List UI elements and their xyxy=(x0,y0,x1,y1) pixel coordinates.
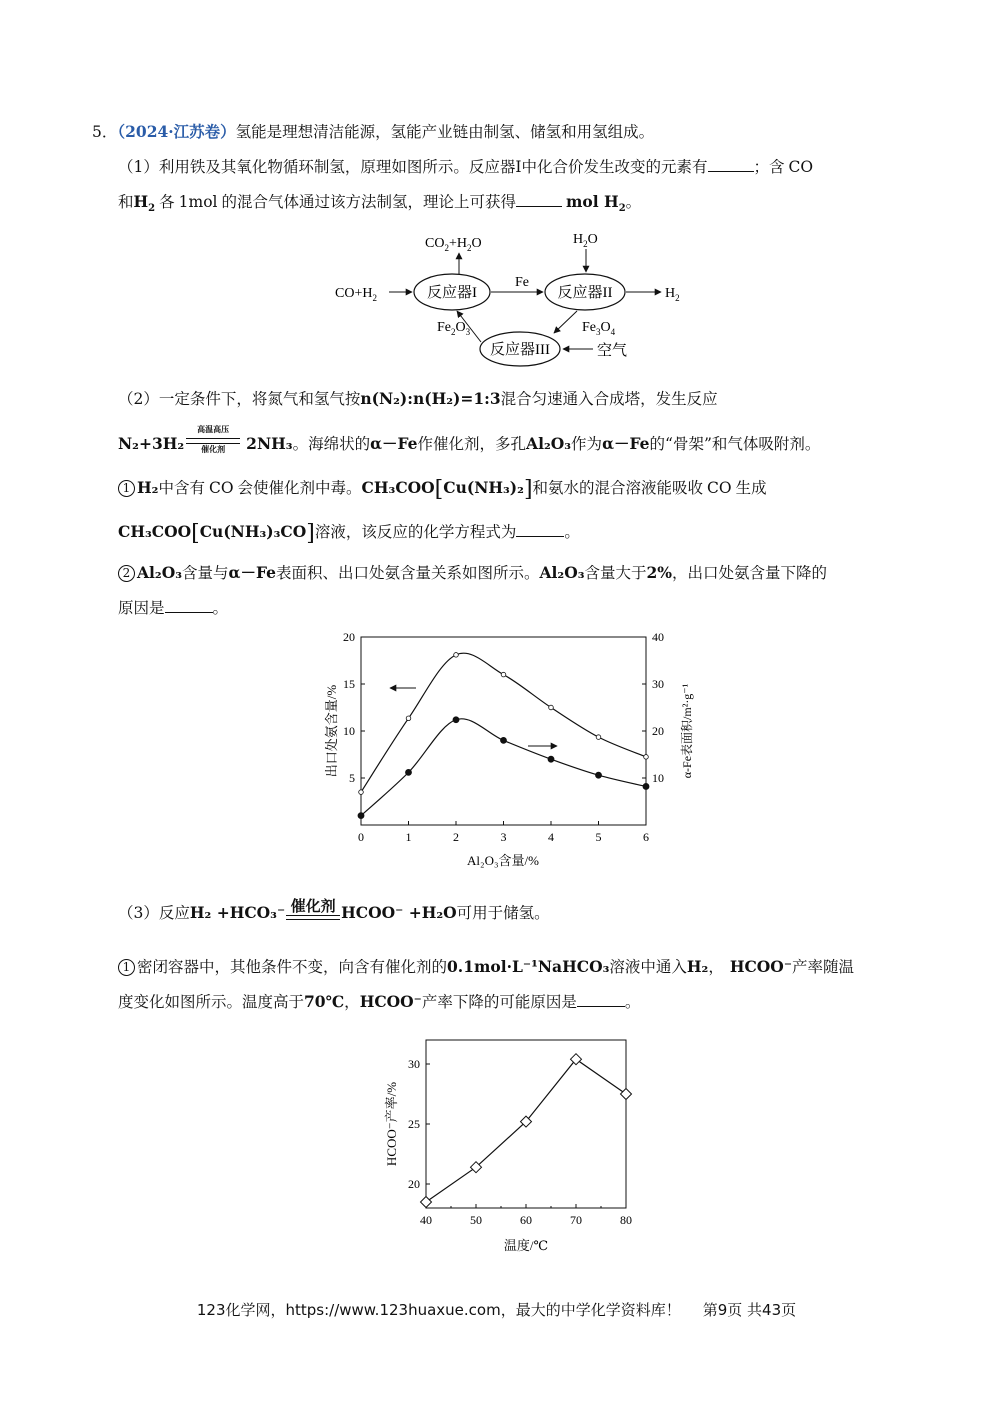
chart1-x-tick-label: 0 xyxy=(358,830,364,844)
formula-acetate: CH₃COO xyxy=(361,478,435,497)
chart2-y-tick-label: 20 xyxy=(408,1177,420,1191)
part1-text: 各 xyxy=(159,193,175,211)
circled-number: 1 xyxy=(118,959,135,976)
chart1-yl-tick-label: 20 xyxy=(343,630,355,644)
hcoo-yield-point xyxy=(621,1089,632,1100)
part2-text: 会使催化剂中毒。 xyxy=(237,479,362,497)
circled-number: 2 xyxy=(118,565,135,582)
part3-text: 。 xyxy=(624,993,641,1011)
bracket-right: ] xyxy=(523,477,533,502)
ammonia-point xyxy=(406,769,412,775)
ratio-formula: n(N₂):n(H₂)=1:3 xyxy=(360,389,501,408)
part3-sub1-line1 xyxy=(118,955,978,977)
part2-text: 混合匀速通入合成塔，发生反应 xyxy=(500,390,718,408)
catalyst-label: 催化剂 xyxy=(290,897,336,915)
part1-line1 xyxy=(118,155,978,177)
part2-text: 含量大于 xyxy=(584,564,647,582)
formula-sub: 2 xyxy=(618,203,626,215)
value-70c: 70℃ xyxy=(304,992,345,1011)
formula-sub: 2 xyxy=(148,203,156,215)
part2-line1 xyxy=(118,387,978,409)
chart1-frame xyxy=(361,637,646,825)
ammonia-point xyxy=(358,813,364,819)
part2-text: 。 xyxy=(212,599,229,617)
ammonia-point xyxy=(643,783,649,789)
formula-h2: H xyxy=(133,192,149,211)
part2-text: 中含有 xyxy=(158,479,205,497)
chart2-x-tick-label: 50 xyxy=(470,1213,482,1227)
part3-sub1-line2 xyxy=(118,990,978,1012)
formula-al2o3: Al₂O₃ xyxy=(539,563,585,582)
formula-co: CO xyxy=(788,158,814,176)
part1-text: ；含 xyxy=(753,158,785,176)
part1-text: 。 xyxy=(625,193,642,211)
chart1-yr-tick-label: 20 xyxy=(652,724,664,738)
condition-bottom: 催化剂 xyxy=(201,444,226,454)
output-co2-h2o: $CO_2+H_2O$ xyxy=(425,236,482,253)
part2-text: 原因是 xyxy=(118,599,165,617)
cycle-diagram xyxy=(325,225,695,370)
ammonia-point xyxy=(596,772,602,778)
series-ammonia-line xyxy=(361,719,646,816)
formula-alpha-fe: α－Fe xyxy=(370,434,418,453)
value-2-percent: 2% xyxy=(646,563,673,582)
part3-text: 溶液中通入 xyxy=(609,958,687,976)
reaction-right: HCOO⁻ +H₂O xyxy=(341,903,457,922)
input-co-h2: $CO+H_2$ xyxy=(335,286,377,303)
chart1-yr-tick-label: 30 xyxy=(652,677,664,691)
part1-text: （1）利用铁及其氧化物循环制氢，原理如图所示。反应器I中化合价发生改变的元素有 xyxy=(118,158,708,176)
bracket-right: ] xyxy=(306,521,315,546)
page-footer xyxy=(0,1299,993,1320)
part3-text: 产率随温 xyxy=(792,958,855,976)
formula-nahco3: 0.1mol·L⁻¹NaHCO₃ xyxy=(447,957,610,976)
chart1-yr-tick-label: 40 xyxy=(652,630,664,644)
part3-text: 密闭容器中，其他条件不变，向含有催化剂的 xyxy=(137,958,448,976)
chart1-x-tick-label: 1 xyxy=(405,830,412,844)
part2-line2 xyxy=(118,424,978,454)
chart1-x-tick-label: 5 xyxy=(595,830,602,844)
part2-text: 生成 xyxy=(735,479,767,497)
answer-blank[interactable] xyxy=(577,992,625,1007)
ammonia-point xyxy=(501,737,507,743)
part2-text: 溶液，该反应的化学方程式为 xyxy=(314,523,517,541)
ammonia-point xyxy=(548,756,554,762)
question-source: （2024·江苏卷） xyxy=(117,122,236,141)
label-fe2o3: $Fe_2O_3$ xyxy=(437,320,471,337)
chart1-yl-tick-label: 5 xyxy=(349,771,355,785)
part3-line1 xyxy=(118,897,978,923)
chart2-y-tick-label: 30 xyxy=(408,1057,420,1071)
arrow-fe3o4 xyxy=(554,311,577,333)
chart2-ylabel: HCOO⁻产率/% xyxy=(384,1081,399,1167)
formula-co: CO xyxy=(208,479,234,497)
question-header xyxy=(92,120,972,142)
chart2-x-tick-label: 80 xyxy=(620,1213,632,1227)
part2-text: 作催化剂，多孔 xyxy=(417,435,527,453)
chart2-y-tick-label: 25 xyxy=(408,1117,420,1131)
formula-cu-co-complex: Cu(NH₃)₃CO xyxy=(199,522,307,541)
formula-h2: H₂ xyxy=(686,957,709,976)
part2-sub1-line1 xyxy=(118,476,978,502)
question-number: 5． xyxy=(92,123,118,141)
surface-area-point xyxy=(501,672,506,677)
formula-hcoo: HCOO⁻ xyxy=(359,992,422,1011)
chart2-xlabel: 温度/℃ xyxy=(503,1238,549,1253)
chart-temperature xyxy=(380,1030,660,1260)
formula-al2o3: Al₂O₃ xyxy=(526,434,572,453)
label-air: 空气 xyxy=(597,343,628,359)
answer-blank[interactable] xyxy=(516,522,564,537)
catalyst-condition xyxy=(285,897,341,920)
surface-area-point xyxy=(359,790,364,795)
chart2-x-tick-label: 70 xyxy=(570,1213,582,1227)
surface-area-point xyxy=(406,716,411,721)
chart1-x-tick-label: 6 xyxy=(643,830,649,844)
chart1-yl-tick-label: 10 xyxy=(343,724,355,738)
chart1-ylabel-right: α-Fe表面积/m²·g⁻¹ xyxy=(680,683,694,779)
answer-blank[interactable] xyxy=(165,598,213,613)
part3-text: （3）反应 xyxy=(118,904,190,922)
formula-h2: H₂ xyxy=(137,478,159,497)
part2-sub1-line2 xyxy=(118,520,978,546)
part2-text: 的“骨架”和气体吸附剂。 xyxy=(649,435,821,453)
output-h2: $H_2$ xyxy=(665,286,680,303)
unit-mol-h2: mol H xyxy=(566,192,619,211)
reaction-condition xyxy=(184,424,242,454)
chart1-x-tick-label: 4 xyxy=(548,830,554,844)
chart1-yr-tick-label: 10 xyxy=(652,771,664,785)
part3-text: 产率下降的可能原因是 xyxy=(421,993,577,1011)
reaction-left: N₂+3H₂ xyxy=(118,434,185,453)
chart1-yl-tick-label: 15 xyxy=(343,677,355,691)
part2-text: 表面积、出口处氨含量关系如图所示。 xyxy=(275,564,540,582)
reactor-3-label: 反应器III xyxy=(490,342,550,358)
part3-text: ， xyxy=(708,958,724,976)
formula-alpha-fe: α－Fe xyxy=(228,563,276,582)
part2-text: 。 xyxy=(564,523,580,541)
answer-blank[interactable] xyxy=(708,157,754,172)
ammonia-point xyxy=(453,717,459,723)
part3-text: ， xyxy=(344,993,360,1011)
part1-text: 的混合气体通过该方法制氢，理论上可获得 xyxy=(221,193,517,211)
part3-text: 可用于储氢。 xyxy=(456,904,550,922)
formula-hcoo: HCOO⁻ xyxy=(729,957,792,976)
part2-sub2-line2 xyxy=(118,596,978,618)
surface-area-point xyxy=(549,705,554,710)
amount-1mol: 1mol xyxy=(178,193,218,211)
chart1-xlabel: Al₂O₃含量/% xyxy=(467,853,539,868)
formula-al2o3: Al₂O₃ xyxy=(137,563,182,582)
part1-text: 和 xyxy=(118,193,134,211)
hcoo-yield-point xyxy=(421,1197,432,1208)
surface-area-point xyxy=(644,755,649,760)
label-fe3o4: $Fe_3O_4$ xyxy=(582,320,616,337)
reaction-left: H₂ +HCO₃⁻ xyxy=(189,903,286,922)
bracket-left: [ xyxy=(191,521,200,546)
chart1-x-tick-label: 2 xyxy=(453,830,459,844)
reactor-2-label: 反应器II xyxy=(557,285,613,301)
surface-area-point xyxy=(596,735,601,740)
bracket-left: [ xyxy=(434,477,444,502)
reaction-right: 2NH₃ xyxy=(246,434,293,453)
series-hcoo-yield-line xyxy=(426,1059,626,1202)
chart-al2o3 xyxy=(310,625,710,875)
answer-blank[interactable] xyxy=(516,192,562,207)
chart1-ylabel-left: 出口处氨含量/% xyxy=(324,684,339,778)
part2-text: 含量与 xyxy=(182,564,229,582)
input-h2o: $H_2O$ xyxy=(573,232,598,249)
formula-co: CO xyxy=(707,479,732,497)
part2-text: 作为 xyxy=(571,435,603,453)
part3-text: 度变化如图所示。温度高于 xyxy=(118,993,305,1011)
footer-text: 123化学网，https://www.123huaxue.com，最大的中学化学资料库！ xyxy=(196,1301,681,1319)
chart1-x-tick-label: 3 xyxy=(500,830,507,844)
chart2-x-tick-label: 60 xyxy=(520,1213,532,1227)
formula-cu-complex: Cu(NH₃)₂ xyxy=(443,478,524,497)
surface-area-point xyxy=(454,653,459,658)
question-stem: 氢能是理想清洁能源，氢能产业链由制氢、储氢和用氢组成。 xyxy=(235,123,655,141)
part1-line2 xyxy=(118,190,978,214)
part2-text: （2）一定条件下，将氮气和氢气按 xyxy=(118,390,361,408)
condition-top: 高温高压 xyxy=(197,424,230,434)
part2-text: ，出口处氨含量下降的 xyxy=(672,564,828,582)
reactor-1-label: 反应器I xyxy=(427,285,477,301)
circled-number: 1 xyxy=(118,480,135,497)
formula-alpha-fe: α－Fe xyxy=(602,434,650,453)
label-fe: Fe xyxy=(515,275,529,290)
chart2-x-tick-label: 40 xyxy=(420,1213,432,1227)
part2-sub2-line1 xyxy=(118,561,978,583)
page-number: 第9页 共43页 xyxy=(702,1301,797,1319)
part2-text: 和氨水的混合溶液能吸收 xyxy=(532,479,704,497)
part2-text: 。海绵状的 xyxy=(292,435,371,453)
formula-acetate: CH₃COO xyxy=(118,522,192,541)
